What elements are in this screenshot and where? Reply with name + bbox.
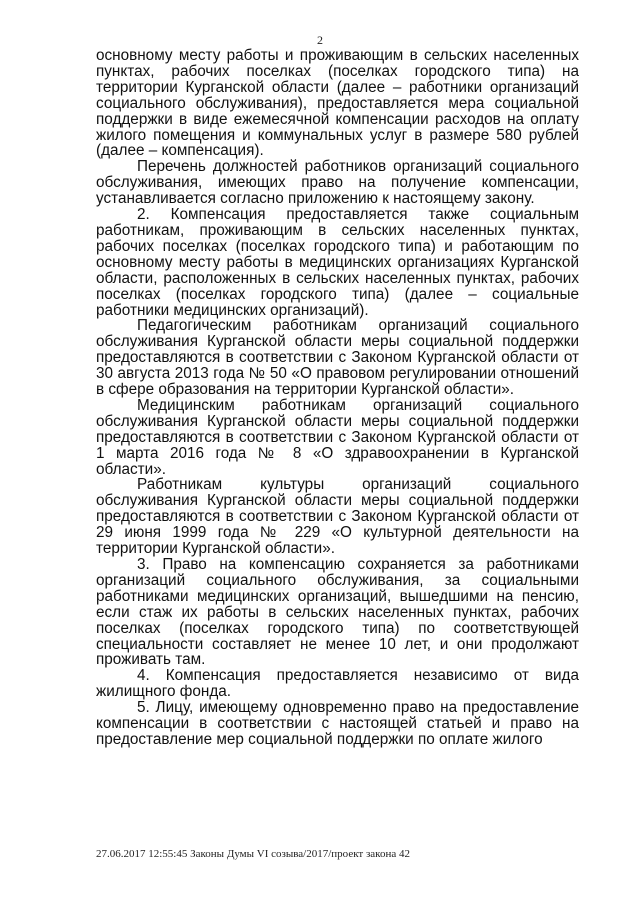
- paragraph: основному месту работы и проживающим в сельских населенных пунктах, рабочих поселках (поселках городского типа) на территории Курганской области (далее – работники организаций социального обслуживания), предоставляется мера социальной поддержки в виде ежемесячной компенсации расходов на оплату жилого помещения и коммунальных услуг в размере 580 рублей (далее – компенсация).: [96, 47, 579, 160]
- paragraph: 3. Право на компенсацию сохраняется за работниками организаций социального обслуживания, за социальными работниками медицинских организаций, вышедшими на пенсию, если стаж их работы в сельских населенных пунктах, рабочих поселках (поселках городского типа) по соответствующей специальности составляет не менее 10 лет, и они продолжают проживать там.: [96, 556, 579, 669]
- paragraph: Перечень должностей работников организаций социального обслуживания, имеющих право на получение компенсации, устанавливается согласно приложению к настоящему закону.: [96, 158, 579, 208]
- paragraph: Работникам культуры организаций социального обслуживания Курганской области меры социальной поддержки предоставляются в соответствии с Законом Курганской области от 29 июня 1999 года № 229 «О культурной деятельности на территории Курганской области».: [96, 476, 579, 558]
- paragraph: Медицинским работникам организаций социального обслуживания Курганской области меры социальной поддержки предоставляются в соответствии с Законом Курганской области от 1 марта 2016 года № 8 «О здравоохранении в Курганской области».: [96, 396, 579, 478]
- document-footer: 27.06.2017 12:55:45 Законы Думы VI созыва/2017/проект закона 42: [96, 848, 410, 860]
- page-number: 2: [317, 33, 323, 47]
- paragraph: Педагогическим работникам организаций социального обслуживания Курганской области меры социальной поддержки предоставляются в соответствии с Законом Курганской области от 30 августа 2013 года № 50 «О правовом регулировании отношений в сфере образования на территории Курганской области».: [96, 317, 579, 399]
- document-body: [96, 48, 579, 748]
- paragraph: 4. Компенсация предоставляется независимо от вида жилищного фонда.: [96, 667, 579, 701]
- paragraph: 2. Компенсация предоставляется также социальным работникам, проживающим в сельских населенных пунктах, рабочих поселках (поселках городского типа) и работающим по основному месту работы в медицинских организациях Курганской области, расположенных в сельских населенных пунктах, рабочих поселках (поселках городского типа) (далее – социальные работники медицинских организаций).: [96, 206, 579, 319]
- paragraph: 5. Лицу, имеющему одновременно право на предоставление компенсации в соответствии с настоящей статьей и право на предоставление мер социальной поддержки по оплате жилого: [96, 699, 579, 748]
